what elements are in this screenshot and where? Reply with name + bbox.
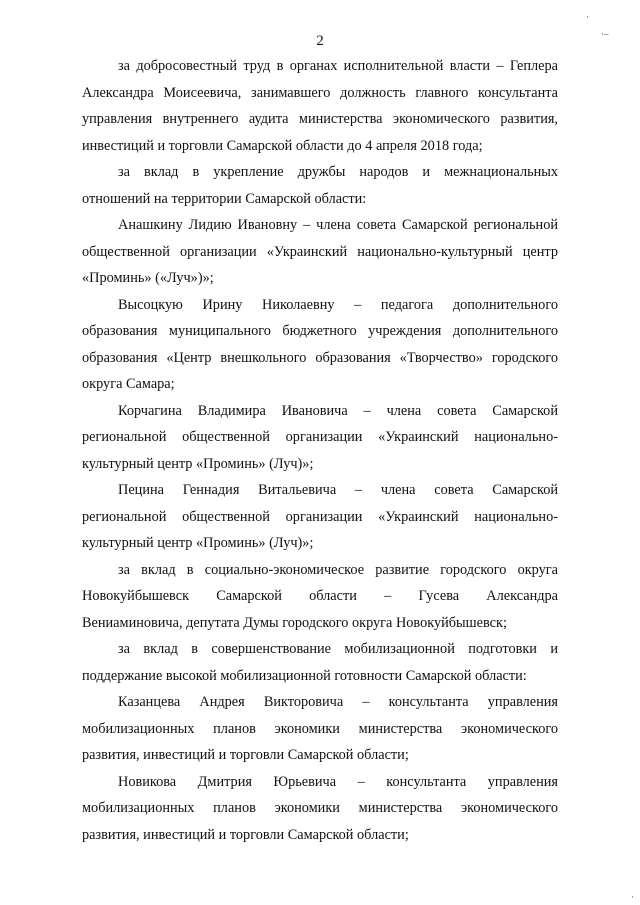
text-line: региональной общественной организации «Украинский национально- — [82, 508, 558, 525]
text-line: региональной общественной организации «Украинский национально- — [82, 429, 558, 445]
text-line: развития, инвестиций и торговли Самарской области; — [82, 826, 409, 843]
page-number: 2 — [316, 33, 324, 49]
document-body — [82, 53, 558, 848]
text-line: Новокуйбышевск Самарской области – Гусева Александра — [82, 588, 558, 604]
text-line: мобилизационных планов экономики министерства экономического — [82, 800, 558, 816]
text-line: Корчагина Владимира Ивановича – члена совета Самарской — [118, 402, 558, 419]
text-line: Новикова Дмитрия Юрьевича – консультанта управления — [118, 773, 558, 790]
text-line: «Проминь» («Луч»)»; — [82, 270, 214, 286]
text-line: Анашкину Лидию Ивановну – члена совета Самарской региональной — [118, 217, 558, 233]
text-line: Высоцкую Ирину Николаевну – педагога дополнительного — [118, 296, 558, 313]
text-line: Александра Моисеевича, занимавшего должность главного консультанта — [82, 84, 558, 101]
text-line: за вклад в укрепление дружбы народов и межнациональных — [118, 164, 558, 180]
text-line: инвестиций и торговли Самарской области до 4 апреля 2018 года; — [82, 137, 483, 154]
text-line: мобилизационных планов экономики министерства экономического — [82, 720, 558, 737]
text-line: за вклад в социально-экономическое развитие городского округа — [118, 561, 558, 578]
text-line: образования «Центр внешкольного образования «Творчество» городского — [82, 349, 558, 366]
text-line: образования муниципального бюджетного учреждения дополнительного — [82, 323, 558, 339]
text-line: управления внутреннего аудита министерства экономического развития, — [82, 111, 558, 127]
text-line: культурный центр «Проминь» (Луч)»; — [82, 455, 314, 472]
text-line: Вениаминовича, депутата Думы городского округа Новокуйбышевск; — [82, 614, 507, 631]
text-line: за добросовестный труд в органах исполнительной власти – Геплера — [118, 58, 558, 74]
text-line: поддержание высокой мобилизационной готовности Самарской области: — [82, 667, 527, 684]
text-line: округа Самара; — [82, 376, 175, 392]
text-line: общественной организации «Украинский национально-культурный центр — [82, 243, 558, 260]
scan-speck: · — [631, 892, 634, 902]
text-line: Казанцева Андрея Викторовича – консультанта управления — [118, 694, 558, 710]
text-line: Пецина Геннадия Витальевича – члена совета Самарской — [118, 482, 558, 498]
scan-speck: · — [586, 12, 589, 22]
text-line: отношений на территории Самарской области: — [82, 190, 367, 207]
scan-speck: ·– — [601, 29, 609, 39]
text-line: развития, инвестиций и торговли Самарской области; — [82, 747, 409, 763]
text-line: за вклад в совершенствование мобилизационной подготовки и — [118, 641, 558, 657]
text-line: культурный центр «Проминь» (Луч)»; — [82, 535, 314, 551]
